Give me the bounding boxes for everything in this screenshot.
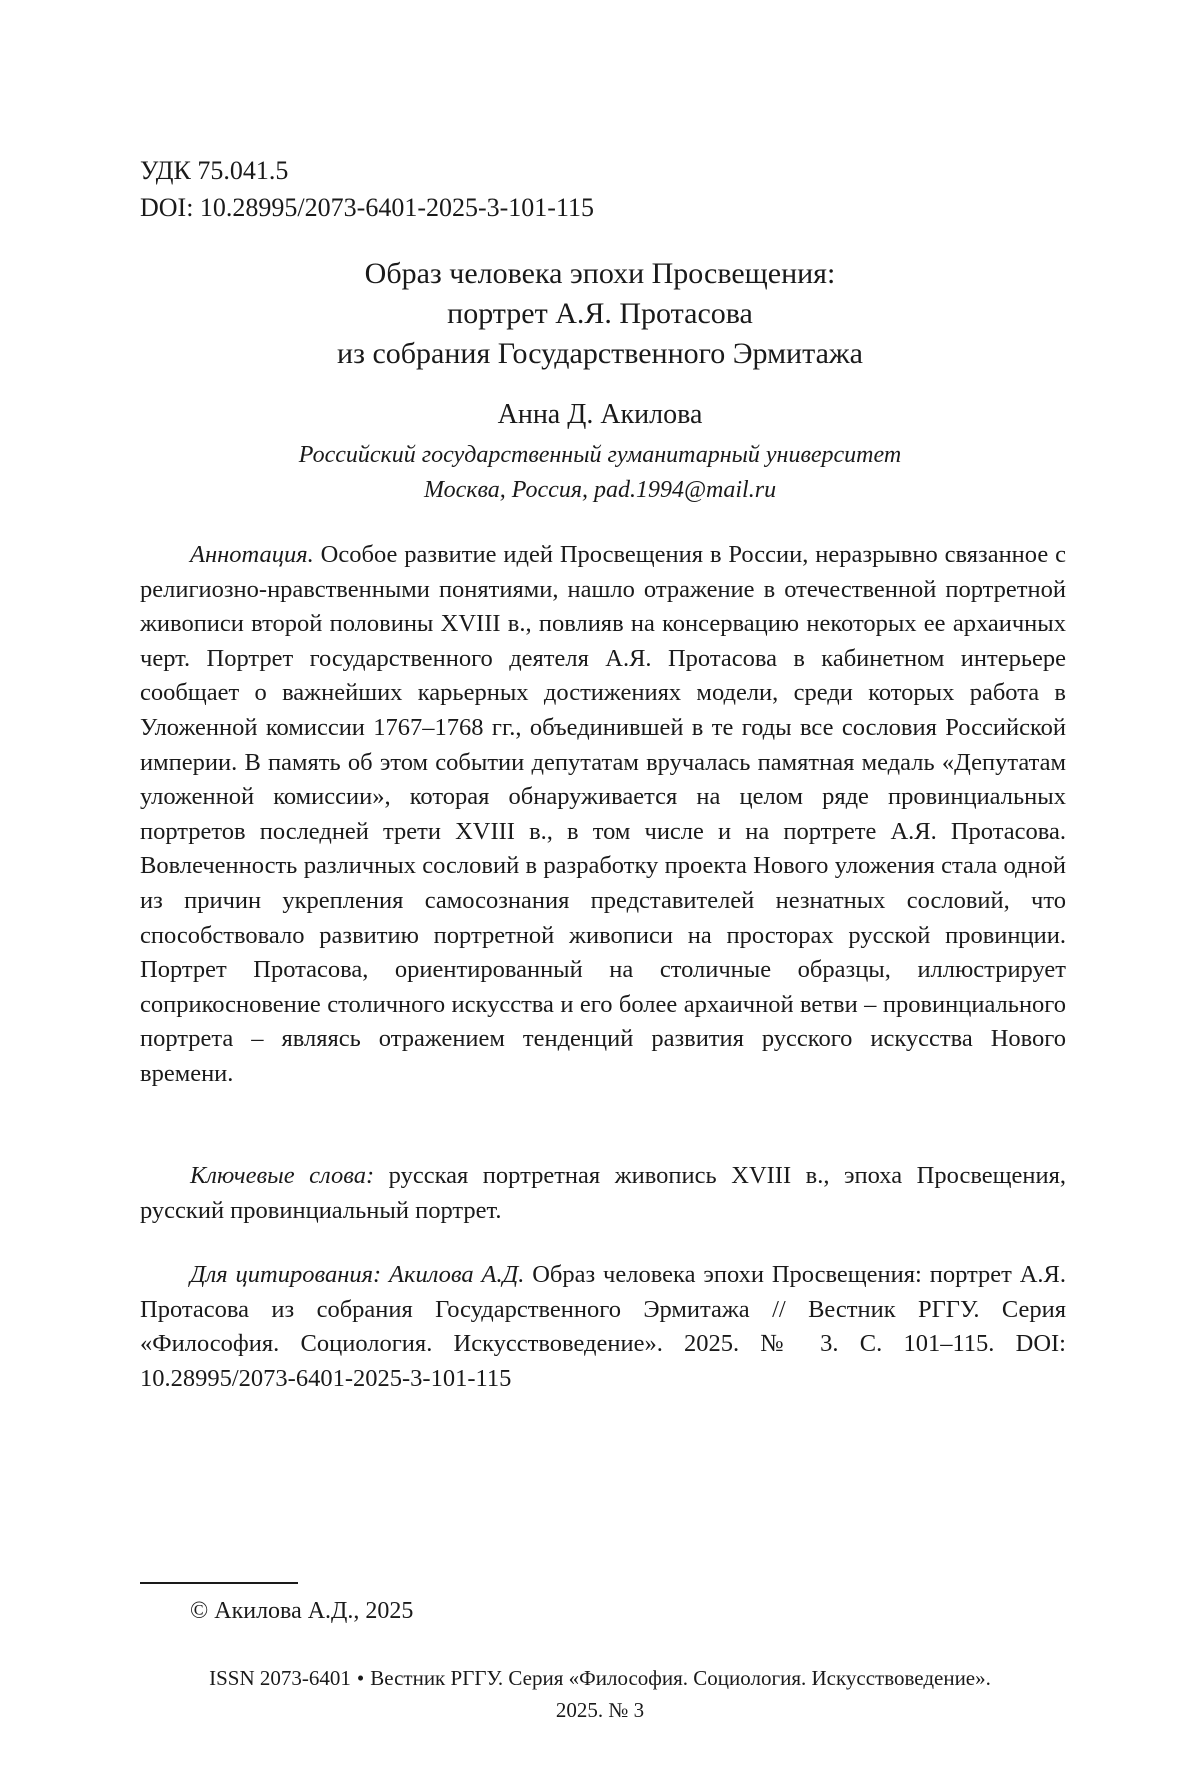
footer-bullet: • [351, 1666, 370, 1690]
article-title [0, 254, 1200, 374]
author-affiliation [0, 438, 1200, 508]
abstract-label: Аннотация. [190, 541, 314, 568]
affiliation-location-email: Москва, Россия, pad.1994@mail.ru [0, 473, 1200, 508]
copyright-notice: © Акилова А.Д., 2025 [190, 1594, 413, 1628]
citation [140, 1258, 1066, 1396]
keywords-label: Ключевые слова: [190, 1162, 374, 1189]
title-line-1: Образ человека эпохи Просвещения: [0, 254, 1200, 294]
footer-issue: 2025. № 3 [0, 1694, 1200, 1726]
article-meta [140, 152, 594, 226]
citation-paragraph [140, 1258, 1066, 1396]
title-line-2: портрет А.Я. Протасова [0, 294, 1200, 334]
article-first-page [0, 0, 1200, 1780]
page-footer [0, 1662, 1200, 1726]
author-name: Анна Д. Акилова [0, 397, 1200, 433]
footer-journal: Вестник РГГУ. Серия «Философия. Социология. Искусствоведение». [370, 1666, 991, 1690]
keywords [140, 1159, 1066, 1228]
citation-text: Образ человека эпохи Просвещения: портрет А.Я. Протасова из собрания Государственного Эрмитажа // Вестник РГГУ. Серия «Философия. Социология. Искусствоведение». 2025. № 3. С. 101–115. DOI: 10.28995/2073-6401-2025-3-101-115 [140, 1261, 1066, 1392]
footer-journal-line [0, 1662, 1200, 1694]
footnote-divider [140, 1582, 298, 1584]
affiliation-university: Российский государственный гуманитарный университет [0, 438, 1200, 473]
keywords-paragraph [140, 1159, 1066, 1228]
udk-code: УДК 75.041.5 [140, 152, 594, 189]
abstract [140, 538, 1066, 1092]
abstract-text: Особое развитие идей Просвещения в России, неразрывно связанное с религиозно-нравственными понятиями, нашло отражение в отечественной портретной живописи второй половины XVIII в., повлияв на консервацию некоторых ее архаичных черт. Портрет государственного деятеля А.Я. Протасова в кабинетном интерьере сообщает о важнейших карьерных достижениях модели, среди которых работа в Уложенной комиссии 1767–1768 гг., объединившей в те годы все сословия Российской империи. В память об этом событии депутатам вручалась памятная медаль «Депутатам уложенной комиссии», которая обнаруживается на целом ряде провинциальных портретов последней трети XVIII в., в том числе и на портрете А.Я. Протасова. Вовлеченность различных сословий в разработку проекта Нового уложения стала одной из причин укрепления самосознания представителей незнатных сословий, что способствовало развитию портретной живописи на просторах русской провинции. Портрет Протасова, ориентированный на столичные образцы, иллюстрирует соприкосновение столичного искусства и его более архаичной ветви – провинциального портрета – являясь отражением тенденций развития русского искусства Нового времени. [140, 541, 1066, 1087]
title-line-3: из собрания Государственного Эрмитажа [0, 334, 1200, 374]
footer-issn: ISSN 2073-6401 [209, 1666, 351, 1690]
keywords-text: русская портретная живопись XVIII в., эпоха Просвещения, русский провинциальный портрет. [140, 1162, 1066, 1224]
abstract-paragraph [140, 538, 1066, 1092]
doi-line: DOI: 10.28995/2073-6401-2025-3-101-115 [140, 189, 594, 226]
citation-label: Для цитирования: Акилова А.Д. [190, 1261, 524, 1288]
